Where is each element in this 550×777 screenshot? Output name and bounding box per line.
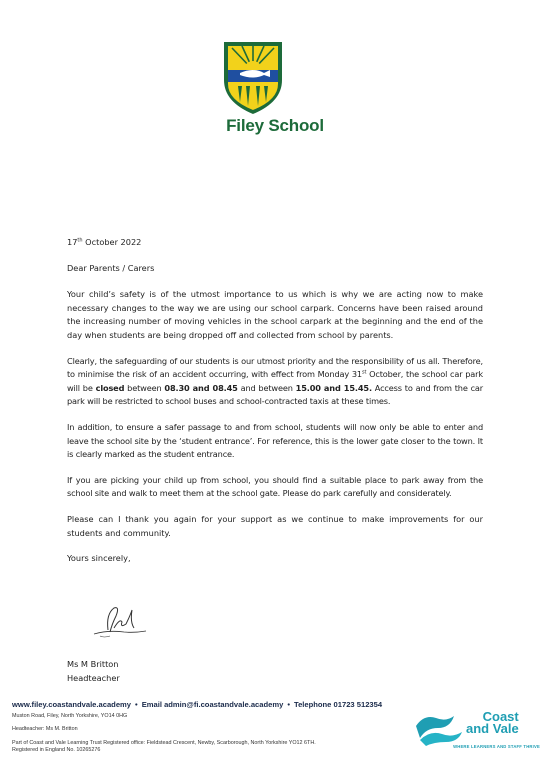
footer-email-link[interactable]: Email admin@fi.coastandvale.academy <box>141 700 284 709</box>
footer-website-link[interactable]: www.filey.coastandvale.academy <box>12 700 132 709</box>
school-name: Filey School <box>226 116 324 135</box>
footer-registration: Registered in England No. 10265276 <box>12 747 101 753</box>
paragraph-student-entrance: In addition, to ensure a safer passage to and from school, students will now only be able to enter and leave the school site by the ‘student entrance’. For reference, this is the lower gate closer to the town. It is clearly marked as the student entrance. <box>67 421 483 460</box>
letter-date: 17th October 2022 <box>67 237 142 247</box>
trust-logo-text: Coast and Vale <box>466 709 519 736</box>
salutation: Dear Parents / Carers <box>67 262 155 273</box>
signer-title: Headteacher <box>67 672 120 683</box>
signer-name: Ms M Britton <box>67 659 119 669</box>
paragraph-safety: Your child’s safety is of the utmost importance to us which is why we are acting now to make necessary changes to the way we are using our school carpark. Concerns have been raised around the increasing number of moving vehicles in the school carpark at the beginning and the end of the day when students are being dropped off and collected from school by parents. <box>67 289 483 340</box>
paragraph-carpark-closure: Clearly, the safeguarding of our students is our utmost priority and the responsibility of us all. Therefore, to minimise the risk of an accident occurring, with effect from Monday 31st October, the school car park will be closed between 08.30 and 08.45 and between 15.00 and 15.45. Access to and from the car park will be restricted to school buses and school-contracted taxis at these times. <box>67 355 484 407</box>
signer-block <box>67 658 120 685</box>
footer-address: Muston Road, Filey, North Yorkshire, YO14 0HG <box>12 713 128 719</box>
paragraph-pickup: If you are picking your child up from school, you should find a suitable place to park away from the school site and walk to meet them at the school gate. Please do park carefully and considerately. <box>67 474 483 499</box>
handwritten-signature <box>90 600 150 640</box>
footer-telephone: Telephone 01723 512354 <box>294 700 383 709</box>
letter-body <box>67 236 483 566</box>
footer-contact-line: www.filey.coastandvale.academy • Email admin@fi.coastandvale.academy • Telephone 01723 512354 <box>12 700 383 709</box>
footer-trust-line: Part of Coast and Vale Learning Trust Registered office: Fieldstead Crescent, Newby, Scarborough, North Yorkshire YO12 6TH. <box>12 740 316 746</box>
trust-tagline: WHERE LEARNERS AND STAFF THRIVE <box>453 744 540 749</box>
footer-headteacher: Headteacher: Ms M. Britton <box>12 726 78 732</box>
paragraph-thanks: Please can I thank you again for your support as we continue to make improvements for our students and community. <box>67 513 483 538</box>
school-crest-logo <box>220 40 286 116</box>
sign-off: Yours sincerely, <box>67 553 131 564</box>
